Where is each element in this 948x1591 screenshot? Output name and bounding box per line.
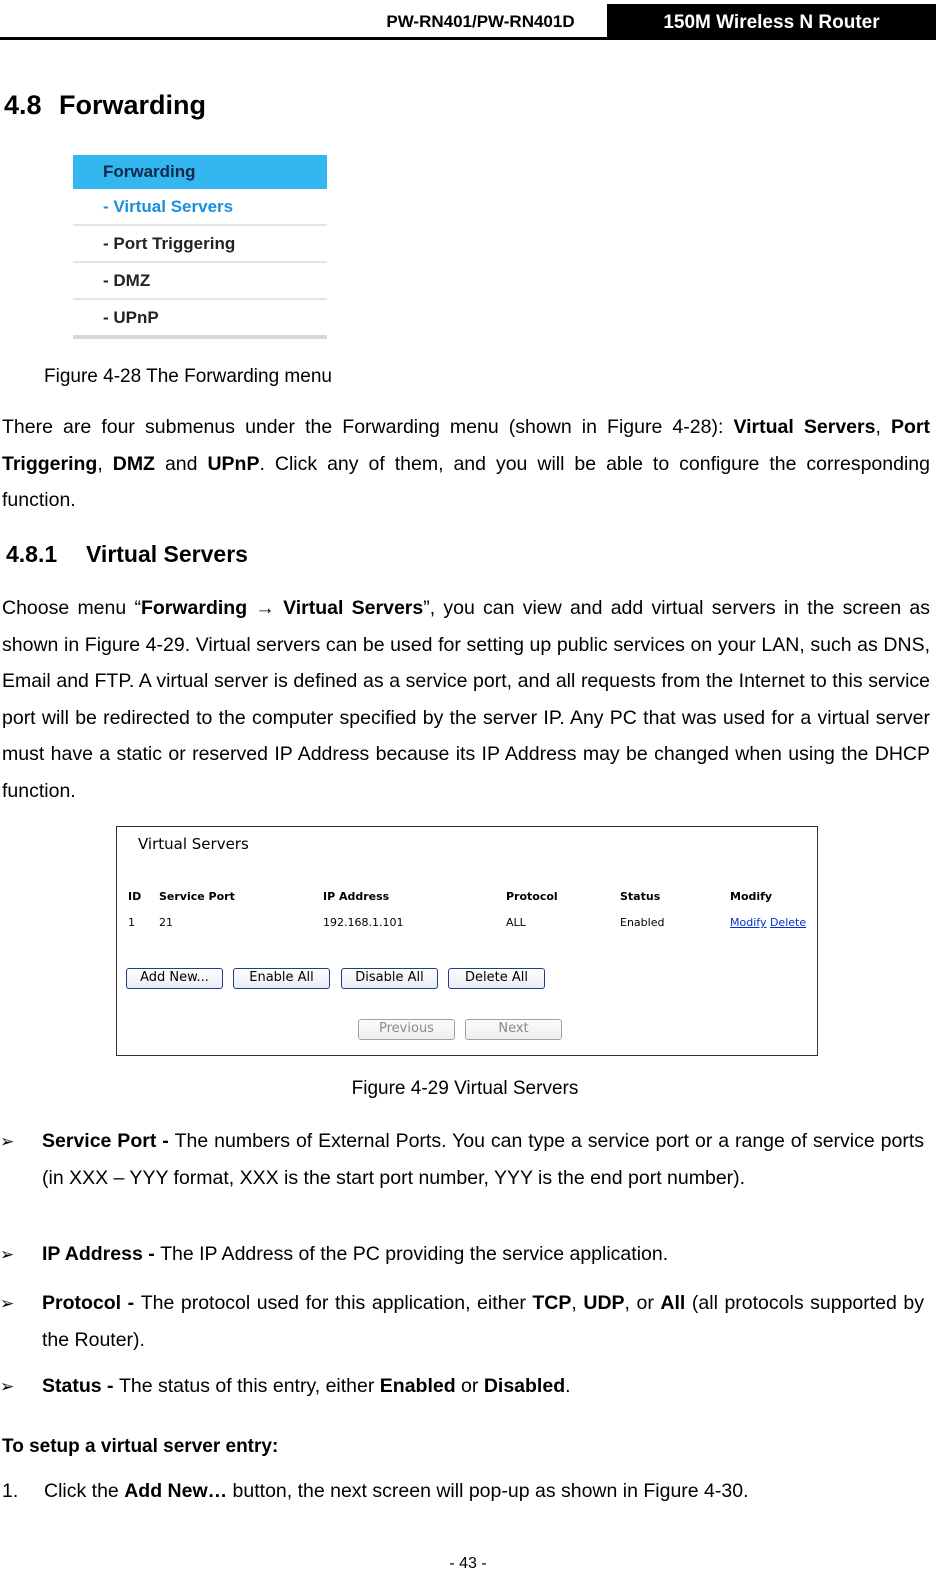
vs-bold-virtual-servers: Virtual Servers: [283, 597, 424, 619]
col-header-ip-address: IP Address: [323, 890, 390, 903]
row-status: Enabled: [620, 916, 665, 929]
step-1-text-2: button, the next screen will pop-up as shown in Figure 4-30.: [227, 1480, 749, 1502]
protocol-label: Protocol -: [42, 1292, 141, 1314]
intro-bold-dmz: DMZ: [112, 452, 155, 475]
delete-all-button[interactable]: Delete All: [448, 968, 545, 989]
bullet-arrow-icon: ➢: [0, 1377, 15, 1396]
header-product: 150M Wireless N Router: [607, 4, 936, 38]
protocol-text-3: , or: [624, 1292, 661, 1314]
step-1: [2, 1480, 749, 1503]
arrow-right-icon: →: [247, 597, 284, 619]
add-new-button[interactable]: Add New...: [126, 968, 223, 989]
modify-link[interactable]: Modify: [730, 916, 767, 929]
row-modify-cell: [730, 916, 806, 929]
row-id: 1: [128, 916, 135, 929]
intro-paragraph: [2, 409, 930, 519]
service-port-label: Service Port -: [42, 1130, 175, 1152]
col-header-status: Status: [620, 890, 661, 903]
previous-button[interactable]: Previous: [358, 1019, 455, 1040]
section-number: 4.8: [4, 90, 42, 120]
col-header-service-port: Service Port: [159, 890, 235, 903]
step-1-text-1: Click the: [44, 1480, 125, 1502]
protocol-all: All: [660, 1292, 686, 1314]
page-number: - 43 -: [449, 1555, 487, 1572]
service-port-text: The numbers of External Ports. You can type a service port or a range of service ports (in XXX – YYY format, XXX is the start port number, YYY is the end port number).: [42, 1130, 924, 1189]
ip-address-label: IP Address -: [42, 1243, 161, 1265]
delete-link[interactable]: Delete: [769, 916, 807, 929]
vs-text-2: ”, you can view and add virtual servers in the screen as shown in Figure 4-29. Virtual servers can be used for setting up public services on your LAN, such as DNS, Email and FTP. A virtual server is defined as a service port, and all requests from the Internet to this service port will be redirected to the computer specified by the server IP. Any PC that was used for a virtual server must have a static or reserved IP Address because its IP Address may be changed when using the DHCP function.: [2, 597, 930, 802]
intro-bold-port-triggering: Port Triggering: [2, 416, 930, 475]
protocol-udp: UDP: [583, 1292, 625, 1314]
subsection-number: 4.8.1: [6, 541, 58, 567]
protocol-text-4: (all protocols supported by the Router).: [42, 1292, 925, 1351]
row-service-port: 21: [159, 916, 173, 929]
setup-heading: To setup a virtual server entry:: [2, 1436, 279, 1457]
row-ip-address: 192.168.1.101: [323, 916, 404, 929]
vs-screen-title: Virtual Servers: [138, 835, 249, 853]
col-header-modify: Modify: [730, 890, 773, 903]
status-enabled: Enabled: [379, 1375, 456, 1397]
step-1-add-new: Add New…: [124, 1480, 228, 1502]
next-button[interactable]: Next: [465, 1019, 562, 1040]
intro-text-5: . Click any of them, and you will be able to configure the corresponding function.: [2, 452, 930, 511]
protocol-text-1: The protocol used for this application, either: [140, 1292, 533, 1314]
intro-bold-upnp: UPnP: [207, 452, 260, 475]
intro-text-3: ,: [97, 452, 113, 475]
status-text-3: .: [565, 1375, 571, 1397]
row-protocol: ALL: [506, 916, 526, 929]
intro-text-4: and: [154, 452, 208, 475]
intro-bold-virtual-servers: Virtual Servers: [733, 416, 876, 438]
section-title: Forwarding: [59, 90, 206, 120]
menu-heading[interactable]: Forwarding: [73, 155, 327, 189]
intro-text-1: There are four submenus under the Forwarding menu (shown in Figure 4-28):: [2, 416, 734, 438]
col-header-protocol: Protocol: [506, 890, 558, 903]
status-label: Status -: [42, 1375, 119, 1397]
status-text-1: The status of this entry, either: [118, 1375, 380, 1397]
subsection-heading: [6, 541, 248, 568]
menu-item-dmz[interactable]: - DMZ: [73, 263, 327, 300]
ip-address-text: The IP Address of the PC providing the service application.: [160, 1243, 669, 1265]
vs-bold-forwarding: Forwarding: [140, 597, 248, 619]
header-model: PW-RN401/PW-RN401D: [386, 12, 575, 31]
menu-item-port-triggering[interactable]: - Port Triggering: [73, 226, 327, 263]
step-1-number: 1.: [2, 1480, 19, 1502]
bullet-arrow-icon: ➢: [0, 1245, 15, 1264]
header-rule: [0, 37, 936, 40]
virtual-servers-screen: [116, 826, 818, 1056]
disable-all-button[interactable]: Disable All: [341, 968, 438, 989]
protocol-tcp: TCP: [532, 1292, 572, 1314]
figure-29-caption: Figure 4-29 Virtual Servers: [351, 1078, 579, 1099]
status-disabled: Disabled: [483, 1375, 566, 1397]
section-heading: [4, 90, 206, 121]
col-header-id: ID: [128, 890, 142, 903]
status-text-2: or: [455, 1375, 484, 1397]
virtual-servers-paragraph: [2, 590, 930, 809]
forwarding-menu: [73, 155, 327, 347]
vs-text-1: Choose menu “: [2, 597, 141, 619]
bullet-arrow-icon: ➢: [0, 1132, 15, 1151]
bullet-arrow-icon: ➢: [0, 1294, 15, 1313]
protocol-text-2: ,: [571, 1292, 584, 1314]
menu-item-virtual-servers[interactable]: - Virtual Servers: [73, 189, 327, 226]
subsection-title: Virtual Servers: [86, 541, 248, 567]
menu-item-upnp[interactable]: - UPnP: [73, 300, 327, 339]
enable-all-button[interactable]: Enable All: [233, 968, 330, 989]
intro-text-2: ,: [875, 416, 891, 438]
figure-28-caption: Figure 4-28 The Forwarding menu: [44, 366, 332, 387]
